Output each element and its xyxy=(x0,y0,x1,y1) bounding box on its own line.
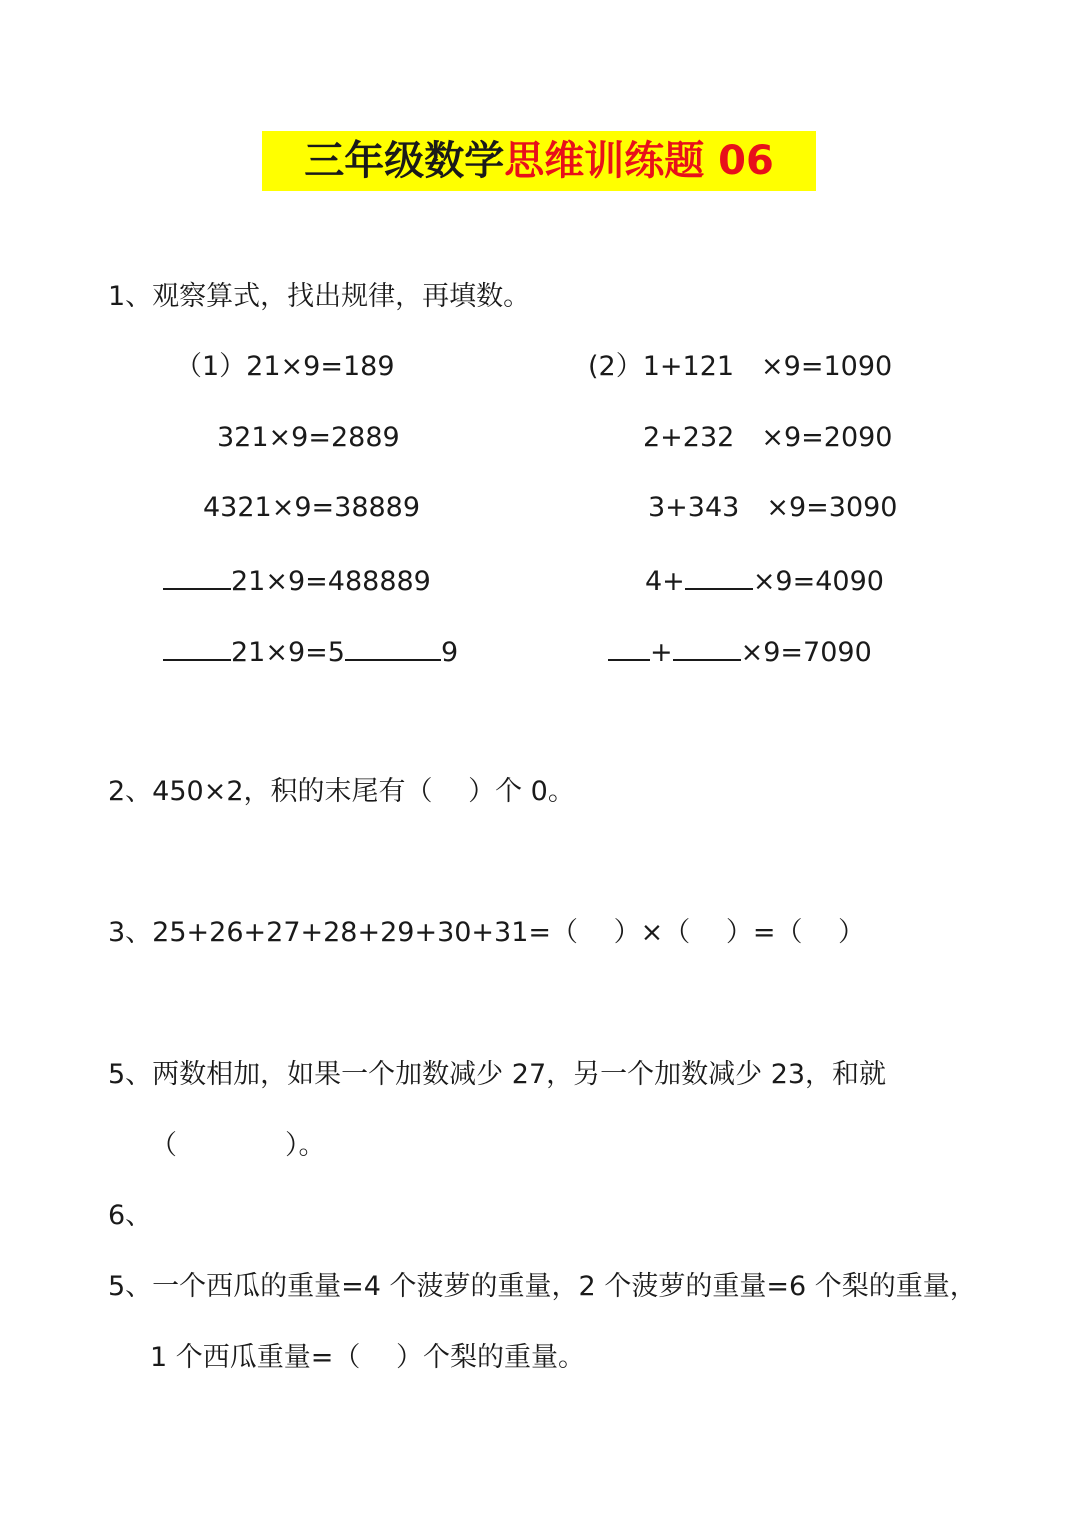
title-topic: 思维训练题 06 xyxy=(504,138,774,184)
q1-right-line-5-plus: + xyxy=(650,637,673,668)
q1-right-line-5 xyxy=(608,633,872,670)
q1-left-line-3: 4321×9=38889 xyxy=(203,492,421,523)
q1-left-line-5-end: 9 xyxy=(440,637,459,668)
question-3: 3、25+26+27+28+29+30+31=（ ）×（ ）=（ ） xyxy=(108,917,866,948)
answer-blank[interactable] xyxy=(685,562,753,590)
question-2: 2、450×2，积的末尾有（ ）个 0。 xyxy=(108,776,575,807)
question-5b-line-2: 1 个西瓜重量=（ ）个梨的重量。 xyxy=(150,1342,585,1373)
answer-blank[interactable] xyxy=(673,633,741,661)
q1-left-line-5 xyxy=(163,633,458,670)
question-5a-line-1: 5、两数相加，如果一个加数减少 27，另一个加数减少 23，和就 xyxy=(108,1059,887,1090)
worksheet-title xyxy=(262,131,816,191)
answer-blank[interactable] xyxy=(163,562,231,590)
question-5b-line-1: 5、一个西瓜的重量=4 个菠萝的重量，2 个菠萝的重量=6 个梨的重量， xyxy=(108,1271,977,1302)
q1-right-line-3: 3+343 ×9=3090 xyxy=(648,492,898,523)
q1-right-line-4 xyxy=(645,562,884,599)
q1-left-line-2: 321×9=2889 xyxy=(217,422,400,453)
question-6: 6、 xyxy=(108,1200,153,1231)
q1-right-line-5-suffix: ×9=7090 xyxy=(740,637,872,668)
q1-left-line-1: （1）21×9=189 xyxy=(175,351,395,382)
q1-left-line-4-text: 21×9=488889 xyxy=(231,566,431,597)
q1-right-line-1: (2）1+121 ×9=1090 xyxy=(588,351,893,382)
answer-blank[interactable] xyxy=(608,633,650,661)
q1-right-line-2: 2+232 ×9=2090 xyxy=(643,422,893,453)
q1-right-line-4-prefix: 4+ xyxy=(645,566,685,597)
q1-left-line-4 xyxy=(163,562,431,599)
q1-left-line-5-text: 21×9=5 xyxy=(231,637,345,668)
title-grade-subject: 三年级数学 xyxy=(304,138,505,184)
q1-right-line-4-suffix: ×9=4090 xyxy=(752,566,884,597)
question-1-prompt: 1、观察算式，找出规律，再填数。 xyxy=(108,281,531,312)
question-5a-line-2: （ ）。 xyxy=(150,1130,326,1161)
answer-blank[interactable] xyxy=(345,633,441,661)
answer-blank[interactable] xyxy=(163,633,231,661)
